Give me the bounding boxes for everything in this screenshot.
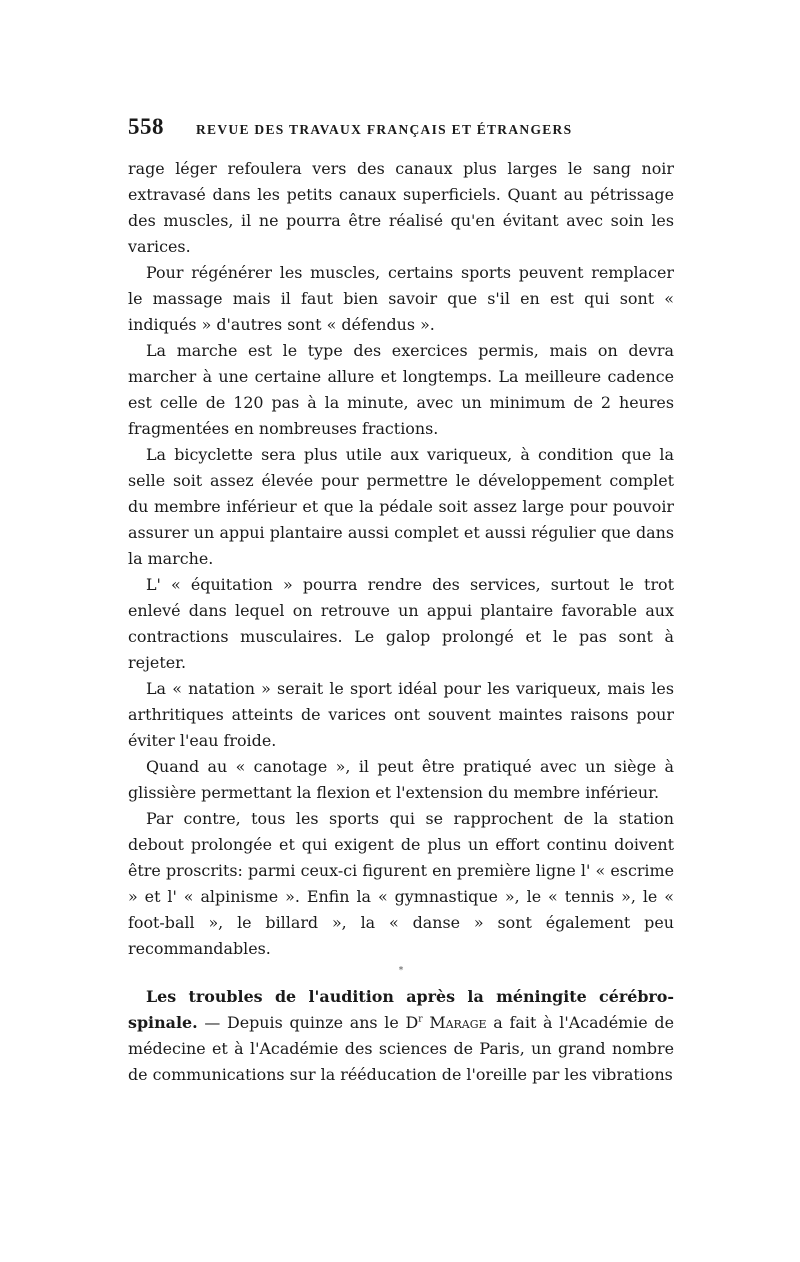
paragraph: Par contre, tous les sports qui se rapprochent de la station debout prolongée et qui exigent de plus un effort continu doivent être proscrits: parmi ceux-ci figurent en première ligne l' « escrime » et l' « alpinisme ». Enfin la « gymnastique », le « tennis », le « foot-ball », le billard », la « danse » sont également peu recommandables. bbox=[128, 809, 674, 958]
paragraph: Quand au « canotage », il peut être pratiqué avec un siège à glissière permettant la flexion et l'extension du membre inférieur. bbox=[128, 757, 674, 802]
title-abbrev-sup: r bbox=[418, 1014, 423, 1025]
paragraph: La marche est le type des exercices permis, mais on devra marcher à une certaine allure et longtemps. La meilleure cadence est celle de 120 pas à la minute, avec un minimum de 2 heures fragmentées en nombreuses fractions. bbox=[128, 341, 674, 438]
page-header bbox=[128, 114, 674, 144]
section-lead: — Depuis quinze ans le D bbox=[204, 1013, 419, 1032]
page-number: 558 bbox=[128, 114, 164, 139]
document-page bbox=[128, 114, 674, 1088]
section-body: a fait à l'Académie de médecine et à l'Académie des sciences de Paris, un grand nombre de communications sur la rééducation de l'oreille par les vibrations bbox=[128, 1013, 674, 1084]
section-title: Les troubles de l'audition après la méningite cérébro-spinale. bbox=[128, 987, 674, 1032]
section-separator: * bbox=[398, 966, 404, 976]
running-head: REVUE DES TRAVAUX FRANÇAIS ET ÉTRANGERS bbox=[196, 122, 573, 137]
body-text bbox=[128, 156, 674, 962]
paragraph: La « natation » serait le sport idéal pour les variqueux, mais les arthritiques atteints de varices ont souvent maintes raisons pour éviter l'eau froide. bbox=[128, 679, 674, 750]
section-paragraph bbox=[128, 984, 674, 1088]
paragraph: rage léger refoulera vers des canaux plus larges le sang noir extravasé dans les petits canaux superficiels. Quant au pétrissage des muscles, il ne pourra être réalisé qu'en évitant avec soin les varices. bbox=[128, 159, 674, 256]
author-name: Marage bbox=[429, 1013, 487, 1032]
paragraph: Pour régénérer les muscles, certains sports peuvent remplacer le massage mais il faut bien savoir que s'il en est qui sont « indiqués » d'autres sont « défendus ». bbox=[128, 263, 674, 334]
paragraph: L' « équitation » pourra rendre des services, surtout le trot enlevé dans lequel on retrouve un appui plantaire favorable aux contractions musculaires. Le galop prolongé et le pas sont à rejeter. bbox=[128, 575, 674, 672]
paragraph: La bicyclette sera plus utile aux variqueux, à condition que la selle soit assez élevée pour permettre le développement complet du membre inférieur et que la pédale soit assez large pour pouvoir assurer un appui plantaire aussi complet et aussi régulier que dans la marche. bbox=[128, 445, 674, 568]
